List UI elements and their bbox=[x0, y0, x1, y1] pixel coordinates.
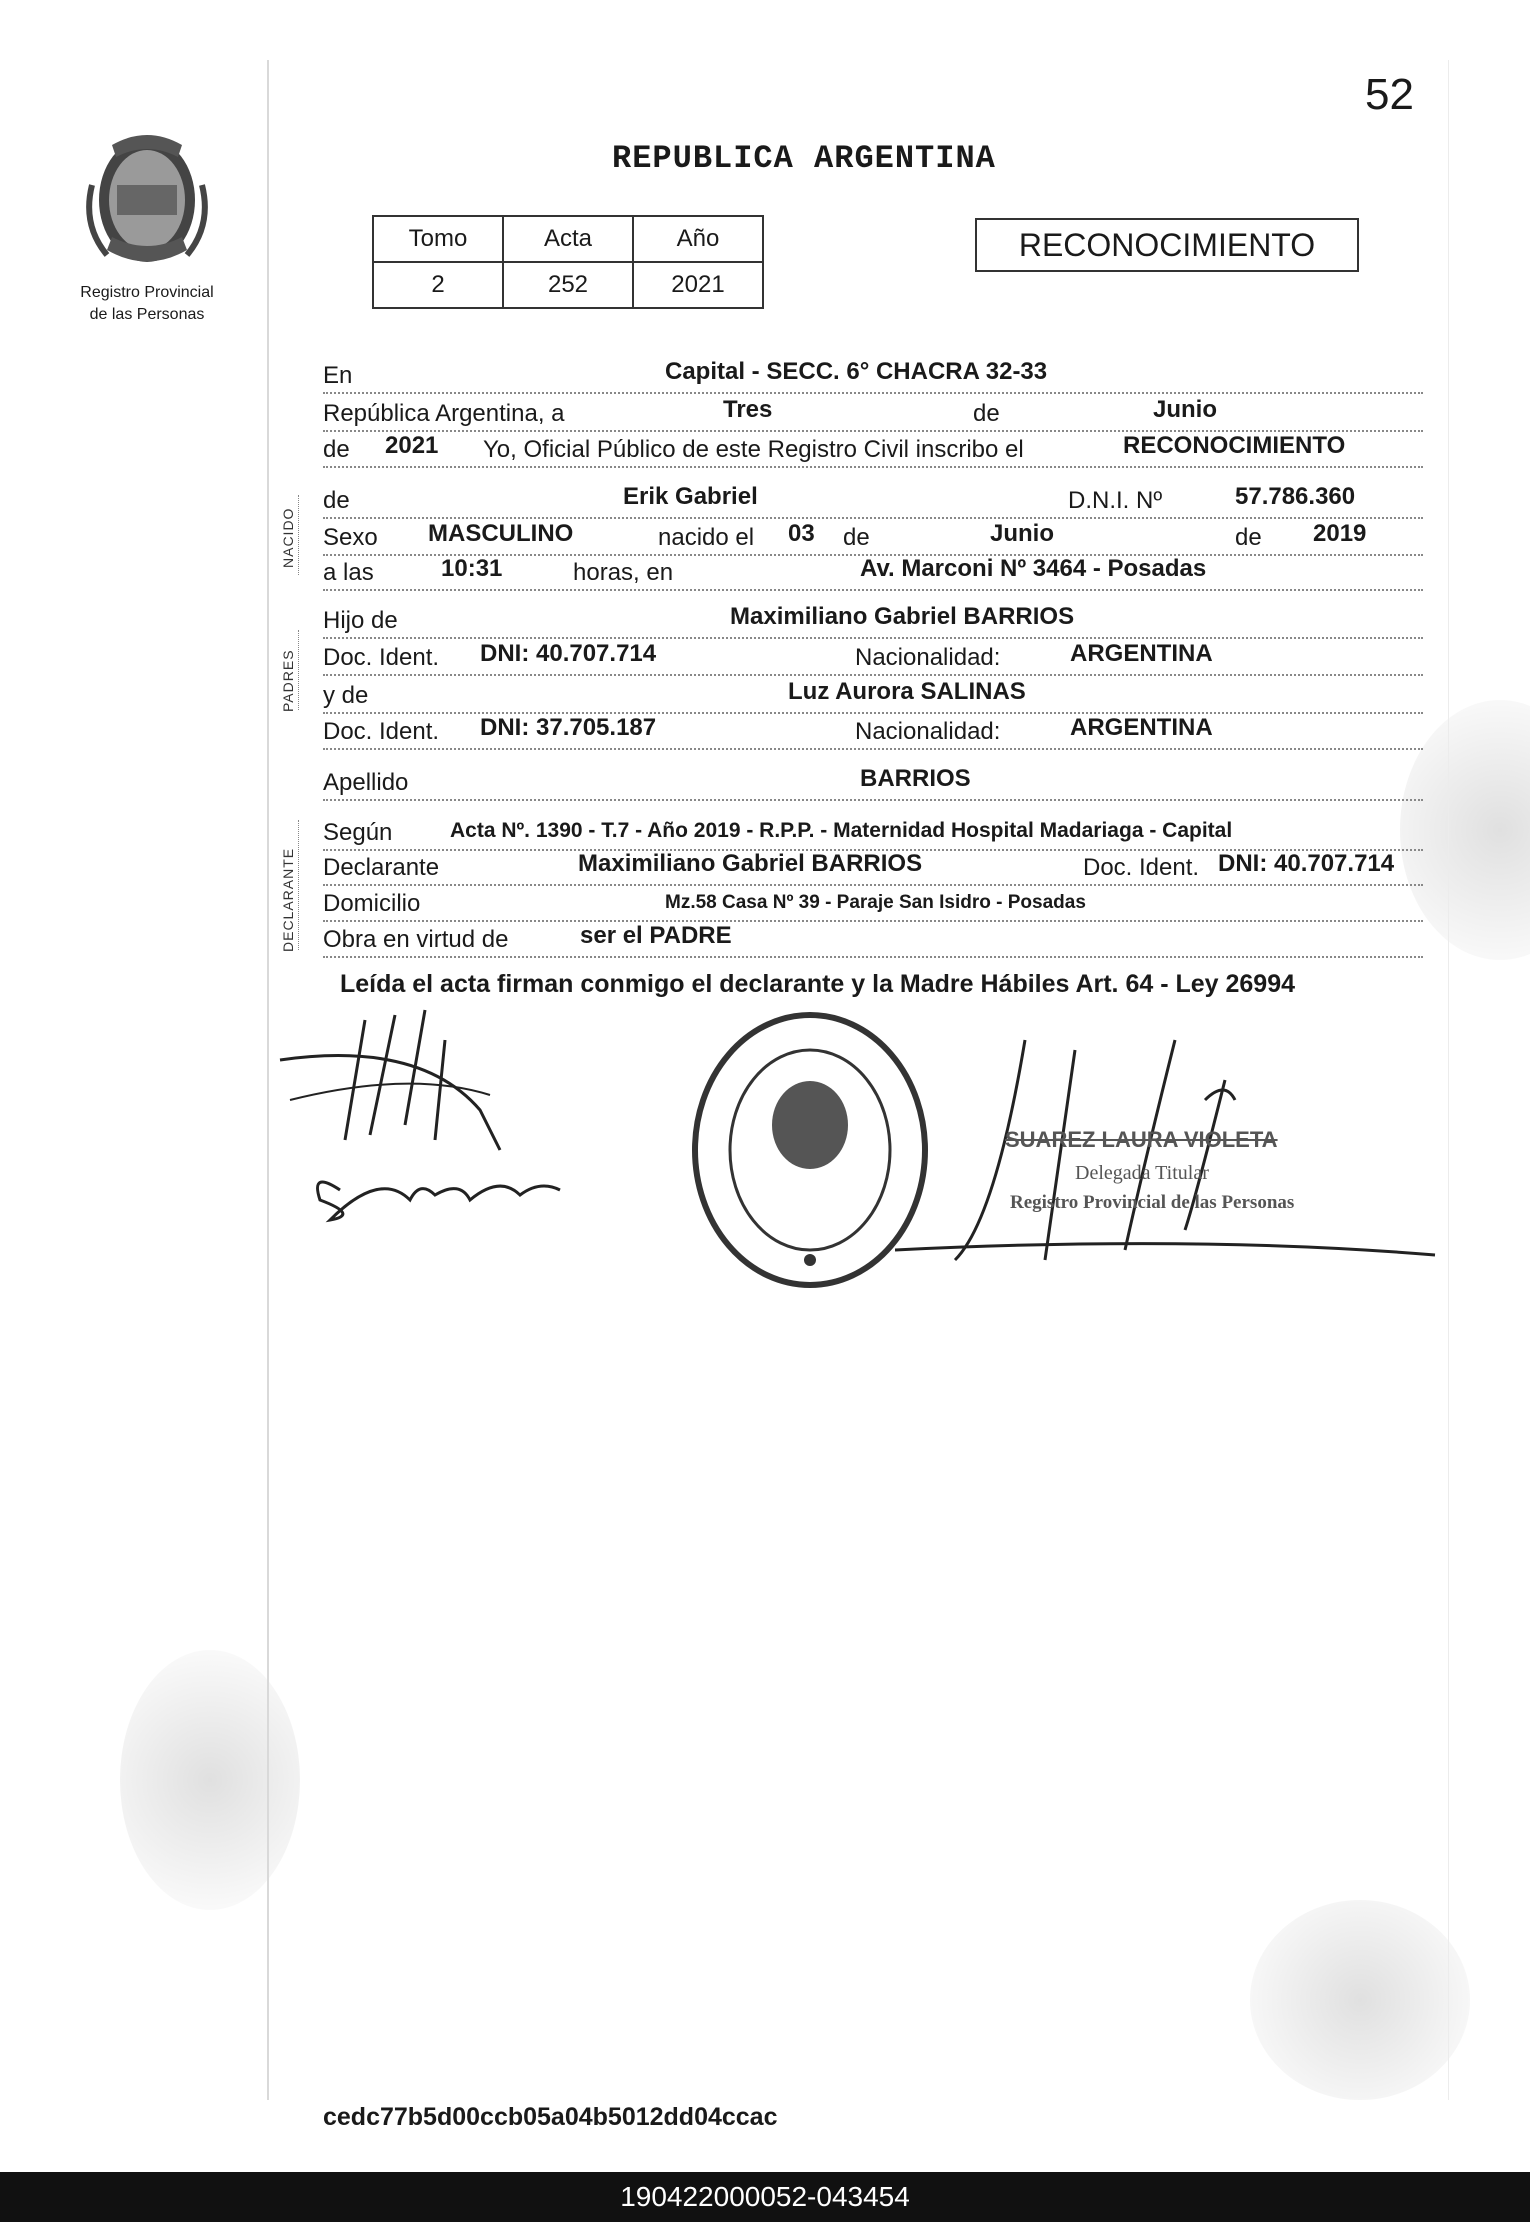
label-a-las: a las bbox=[323, 559, 374, 586]
side-label-declarante: DECLARANTE bbox=[280, 847, 296, 952]
declarante-bracket bbox=[298, 820, 299, 950]
value-nac-dia: 03 bbox=[788, 520, 815, 547]
registry-logo bbox=[62, 125, 232, 324]
value-madre-doc: DNI: 37.705.187 bbox=[480, 714, 657, 741]
value-dni: 57.786.360 bbox=[1235, 483, 1356, 510]
logo-caption-line2: de las Personas bbox=[89, 306, 205, 323]
official-stamp-name: SUAREZ LAURA VIOLETA bbox=[1005, 1127, 1278, 1152]
left-margin-rule bbox=[267, 60, 269, 2100]
logo-caption-line1: Registro Provincial bbox=[80, 284, 214, 301]
registry-table-value-row bbox=[373, 262, 763, 308]
registry-header-anio: Año bbox=[633, 216, 763, 262]
value-dia: Tres bbox=[723, 396, 773, 423]
record-type-box: RECONOCIMIENTO bbox=[975, 218, 1359, 272]
row-hora bbox=[323, 555, 1423, 591]
registry-header-tomo: Tomo bbox=[373, 216, 503, 262]
value-madre-nac: ARGENTINA bbox=[1070, 714, 1213, 741]
label-doc-ident3: Doc. Ident. bbox=[1083, 854, 1200, 881]
value-mes: Junio bbox=[1153, 396, 1217, 423]
row-domicilio bbox=[323, 886, 1423, 922]
document-country-title: REPUBLICA ARGENTINA bbox=[612, 140, 996, 177]
value-hora: 10:31 bbox=[441, 555, 503, 582]
label-yo: Yo, Oficial Público de este Registro Civil inscribo el bbox=[483, 436, 1024, 463]
value-nac-anio: 2019 bbox=[1313, 520, 1367, 547]
row-segun bbox=[323, 815, 1423, 851]
scan-noise bbox=[120, 1650, 300, 1910]
label-declarante: Declarante bbox=[323, 854, 440, 881]
value-obra: ser el PADRE bbox=[580, 922, 732, 949]
provincial-seal-icon bbox=[82, 125, 212, 275]
value-apellido: BARRIOS bbox=[860, 765, 971, 792]
value-anio: 2021 bbox=[385, 432, 439, 459]
row-nombre bbox=[323, 483, 1423, 519]
value-tipo: RECONOCIMIENTO bbox=[1123, 432, 1346, 459]
page-number: 52 bbox=[1365, 70, 1414, 119]
value-lugar: Capital - SECC. 6° CHACRA 32-33 bbox=[665, 358, 1048, 385]
label-horas-en: horas, en bbox=[573, 559, 674, 586]
scan-noise bbox=[1250, 1900, 1470, 2100]
label-domicilio: Domicilio bbox=[323, 890, 421, 917]
registry-header-acta: Acta bbox=[503, 216, 633, 262]
row-inscripcion bbox=[323, 432, 1423, 468]
label-y-de: y de bbox=[323, 682, 369, 709]
declarant-signature bbox=[270, 1000, 590, 1230]
row-declarante bbox=[323, 850, 1423, 886]
value-nombre: Erik Gabriel bbox=[623, 483, 758, 510]
label-apellido: Apellido bbox=[323, 769, 409, 796]
value-sexo: MASCULINO bbox=[428, 520, 574, 547]
value-lugar-nac: Av. Marconi Nº 3464 - Posadas bbox=[860, 555, 1207, 582]
label-nacionalidad2: Nacionalidad: bbox=[855, 718, 1001, 745]
side-label-padres: PADRES bbox=[280, 649, 296, 712]
label-obra: Obra en virtud de bbox=[323, 926, 509, 953]
official-stamp-office: Registro Provincial de las Personas bbox=[1010, 1192, 1295, 1213]
row-madre-doc bbox=[323, 714, 1423, 750]
registry-value-tomo: 2 bbox=[373, 262, 503, 308]
value-declarante-doc: DNI: 40.707.714 bbox=[1218, 850, 1395, 877]
label-hijo-de: Hijo de bbox=[323, 607, 398, 634]
label-nacionalidad: Nacionalidad: bbox=[855, 644, 1001, 671]
row-obra bbox=[323, 922, 1423, 958]
label-dni: D.N.I. Nº bbox=[1068, 487, 1163, 514]
value-segun: Acta Nº. 1390 - T.7 - Año 2019 - R.P.P. - Maternidad Hospital Madariaga - Capital bbox=[450, 819, 1233, 842]
row-fecha bbox=[323, 396, 1423, 432]
padres-bracket bbox=[298, 630, 299, 710]
label-de: de bbox=[973, 400, 1000, 427]
closing-statement: Leída el acta firman conmigo el declarante y la Madre Hábiles Art. 64 - Ley 26994 bbox=[340, 970, 1296, 998]
value-padre-doc: DNI: 40.707.714 bbox=[480, 640, 657, 667]
label-de3: de bbox=[323, 487, 350, 514]
nacido-bracket bbox=[298, 495, 299, 575]
row-lugar bbox=[323, 358, 1423, 394]
label-sexo: Sexo bbox=[323, 524, 378, 551]
document-hash: cedc77b5d00ccb05a04b5012dd04ccac bbox=[323, 2103, 778, 2131]
row-sexo bbox=[323, 520, 1423, 556]
label-doc-ident2: Doc. Ident. bbox=[323, 718, 440, 745]
label-segun: Según bbox=[323, 819, 393, 846]
side-label-nacido: NACIDO bbox=[280, 507, 296, 568]
registry-table bbox=[372, 215, 764, 309]
footer-code: 190422000052-043454 bbox=[0, 2172, 1530, 2222]
value-madre: Luz Aurora SALINAS bbox=[788, 678, 1026, 705]
value-domicilio: Mz.58 Casa Nº 39 - Paraje San Isidro - Posadas bbox=[665, 892, 1086, 913]
label-nacido-el: nacido el bbox=[658, 524, 755, 551]
registry-table-header-row bbox=[373, 216, 763, 262]
registry-value-acta: 252 bbox=[503, 262, 633, 308]
value-padre: Maximiliano Gabriel BARRIOS bbox=[730, 603, 1075, 630]
row-madre bbox=[323, 678, 1423, 714]
registry-value-anio: 2021 bbox=[633, 262, 763, 308]
label-doc-ident: Doc. Ident. bbox=[323, 644, 440, 671]
label-de4: de bbox=[843, 524, 870, 551]
label-de2: de bbox=[323, 436, 350, 463]
label-en: En bbox=[323, 362, 353, 389]
value-declarante: Maximiliano Gabriel BARRIOS bbox=[578, 850, 923, 877]
official-signature bbox=[895, 1020, 1455, 1290]
row-apellido bbox=[323, 765, 1423, 801]
value-nac-mes: Junio bbox=[990, 520, 1054, 547]
row-padre bbox=[323, 603, 1423, 639]
row-padre-doc bbox=[323, 640, 1423, 676]
official-stamp-role: Delegada Titular bbox=[1075, 1162, 1209, 1184]
value-padre-nac: ARGENTINA bbox=[1070, 640, 1213, 667]
label-de5: de bbox=[1235, 524, 1262, 551]
label-republica: República Argentina, a bbox=[323, 400, 565, 427]
